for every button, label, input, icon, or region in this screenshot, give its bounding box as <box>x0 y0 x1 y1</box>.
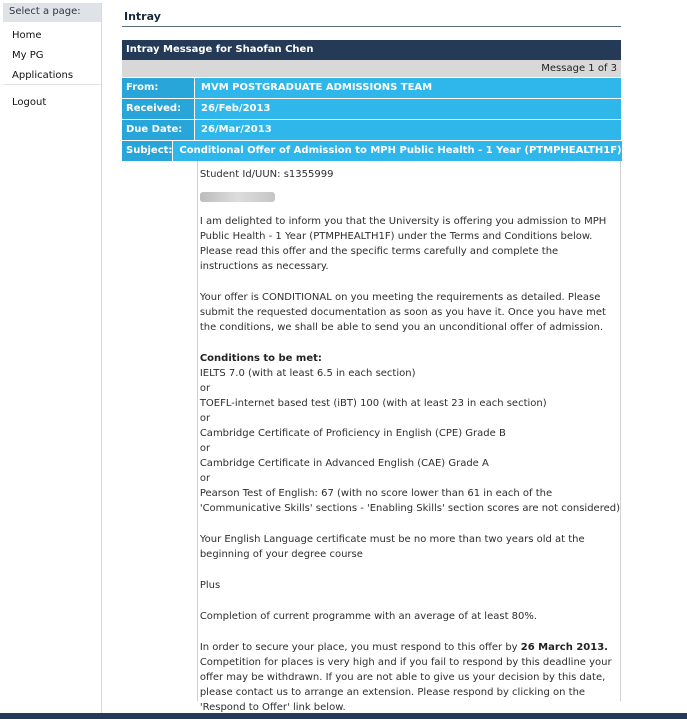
field-row-from <box>122 77 621 98</box>
condition-line: IELTS 7.0 (with at least 6.5 in each section) <box>199 368 416 379</box>
condition-line: Pearson Test of English: 67 (with no score lower than 61 in each of the <box>199 488 553 499</box>
due-date-value: 26/Mar/2013 <box>194 119 621 140</box>
redacted-name <box>200 192 275 202</box>
content-gutter <box>122 161 197 701</box>
field-row-subject <box>122 140 621 161</box>
sidebar-item-home[interactable]: Home <box>12 30 42 41</box>
condition-line: 'Communicative Skills' sections - 'Enabling Skills' section scores are not considered) <box>199 503 620 514</box>
bottom-bar <box>0 713 687 719</box>
condition-line: Cambridge Certificate in Advanced English (CAE) Grade A <box>199 458 489 469</box>
message-body <box>197 161 621 713</box>
from-label: From: <box>122 77 194 98</box>
sidebar-item-logout[interactable]: Logout <box>12 97 47 108</box>
sidebar-item-my-pg-applications[interactable]: My PG Applications <box>12 50 74 81</box>
subject-label: Subject: <box>122 140 172 161</box>
condition-or: or <box>199 413 211 424</box>
respond-text-a: In order to secure your place, you must respond to this offer by <box>199 642 521 653</box>
received-value: 26/Feb/2013 <box>194 98 621 119</box>
completion-paragraph: Completion of current programme with an average of at least 80%. <box>199 611 538 622</box>
message-header: Intray Message for Shaofan Chen <box>122 40 621 60</box>
respond-paragraph <box>200 640 620 715</box>
student-id: Student Id/UUN: s1355999 <box>199 169 334 180</box>
sidebar <box>3 3 102 715</box>
page-title: Intray <box>122 10 621 27</box>
condition-or: or <box>199 443 211 454</box>
due-date-label: Due Date: <box>122 119 194 140</box>
received-label: Received: <box>122 98 194 119</box>
respond-deadline: 26 March 2013. <box>520 642 608 653</box>
field-row-received <box>122 98 621 119</box>
condition-or: or <box>199 473 211 484</box>
certificate-paragraph: Your English Language certificate must be no more than two years old at the beginning of your degree course <box>199 534 585 560</box>
main-content <box>122 10 622 713</box>
condition-line: Cambridge Certificate of Proficiency in English (CPE) Grade B <box>199 428 506 439</box>
offer-paragraph: I am delighted to inform you that the University is offering you admission to MPH Public Health - 1 Year (PTMPHEALTH1F) under the Terms and Conditions below. Please read this offer and the specific terms carefully and complete the instructions as necessary. <box>199 216 607 272</box>
plus-text: Plus <box>199 580 221 591</box>
message-content <box>122 161 621 713</box>
conditions-title: Conditions to be met: <box>199 353 322 364</box>
field-row-due-date <box>122 119 621 140</box>
sidebar-header: Select a page: <box>3 3 101 22</box>
message-counter: Message 1 of 3 <box>122 60 621 77</box>
condition-or: or <box>199 383 211 394</box>
respond-text-b: Competition for places is very high and if you fail to respond by this deadline your offer may be withdrawn. If you are not able to give us your decision by this date, please contact us to arrange an extension. Please respond by clicking on the 'Respond to Offer' link below. <box>199 657 612 713</box>
conditional-paragraph: Your offer is CONDITIONAL on you meeting the requirements as detailed. Please submit the requested documentation as soon as you have it. Once you have met the conditions, we shall be able to send you an unconditional offer of admission. <box>199 292 606 333</box>
subject-value: Conditional Offer of Admission to MPH Public Health - 1 Year (PTMPHEALTH1F) <box>172 140 621 161</box>
from-value: MVM POSTGRADUATE ADMISSIONS TEAM <box>194 77 621 98</box>
condition-line: TOEFL-internet based test (iBT) 100 (with at least 23 in each section) <box>199 398 547 409</box>
